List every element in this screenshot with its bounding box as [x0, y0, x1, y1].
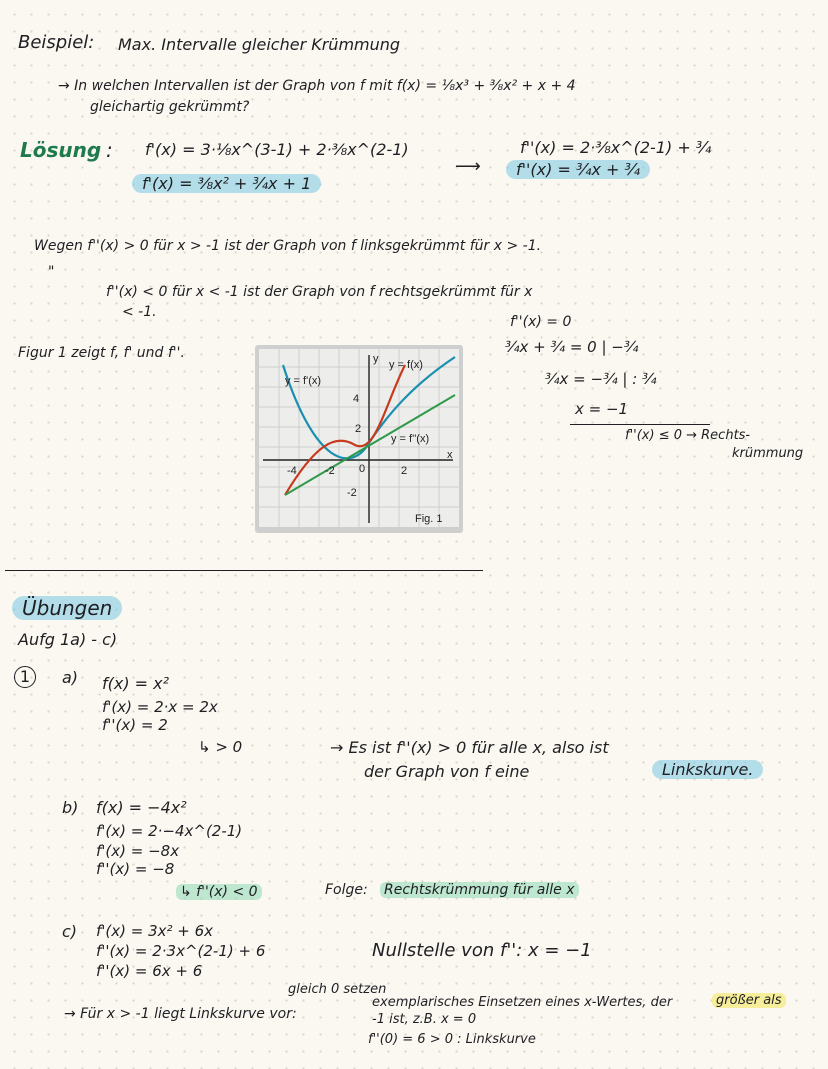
c-nullstelle: Nullstelle von f'': x = −1 — [372, 940, 592, 961]
b-line-3: f'(x) = −8x — [96, 842, 180, 860]
ditto-mark: " — [48, 264, 55, 280]
figure-note: Figur 1 zeigt f, f' und f''. — [18, 345, 185, 361]
exercise-a-label: a) — [62, 668, 79, 687]
example-title: Max. Intervalle gleicher Krümmung — [118, 35, 401, 54]
explanation-line-1: Wegen f''(x) > 0 für x > -1 ist der Graph von f linksgekrümmt für x > -1. — [34, 238, 542, 254]
second-derivative-result: f''(x) = ¾x + ¾ — [506, 160, 650, 179]
b-line-2: f'(x) = 2·−4x^(2-1) — [96, 822, 243, 840]
question-text-cont: gleichartig gekrümmt? — [90, 99, 250, 115]
function-graph — [255, 345, 463, 533]
tick-y-2: 2 — [355, 423, 362, 435]
a-line-1: f(x) = x² — [102, 674, 170, 693]
c-example-line-2: -1 ist, z.B. x = 0 — [372, 1012, 477, 1027]
tick-origin: 0 — [359, 463, 366, 475]
example-label: Beispiel: — [18, 32, 95, 53]
question-text: → In welchen Intervallen ist der Graph von f mit f(x) = ⅛x³ + ⅜x² + x + 4 — [58, 78, 576, 94]
exercise-c-label: c) — [62, 922, 78, 941]
c-result: → Für x > -1 liegt Linkskurve vor: — [64, 1006, 297, 1022]
b-conclusion-folge: Folge: — [325, 882, 368, 898]
calc-line-6: krümmung — [732, 446, 804, 461]
label-fprime: y = f'(x) — [285, 375, 322, 387]
axis-y-label: y — [373, 353, 379, 365]
c-example-line-1: exemplarisches Einsetzen eines x-Wertes, der — [372, 995, 673, 1010]
exercise-number: 1 — [14, 666, 36, 688]
b-line-4: f''(x) = −8 — [96, 860, 175, 878]
implies-arrow: ⟶ — [455, 156, 481, 177]
calc-line-4: x = −1 — [575, 400, 629, 418]
tick-x-neg2: -2 — [325, 465, 335, 477]
figure-caption: Fig. 1 — [415, 513, 443, 525]
calc-line-5: f''(x) ≤ 0 → Rechts- — [625, 428, 751, 443]
a-conclusion-2: der Graph von f eine — [364, 762, 530, 781]
first-derivative-expanded: f'(x) = 3·⅛x^(3-1) + 2·⅜x^(2-1) — [145, 140, 409, 159]
b-line-5: ↳ f''(x) < 0 — [176, 884, 262, 900]
c-line-1: f'(x) = 3x² + 6x — [96, 922, 214, 940]
a-line-3: f''(x) = 2 — [102, 716, 168, 734]
c-gleich-null: gleich 0 setzen — [288, 982, 387, 997]
a-conclusion-1: → Es ist f''(x) > 0 für alle x, also ist — [330, 738, 609, 757]
calc-line-1: f''(x) = 0 — [510, 314, 572, 330]
tick-y-neg2: -2 — [347, 487, 357, 499]
solution-label: Lösung — [20, 138, 102, 162]
exercises-heading: Übungen — [12, 596, 122, 620]
exercise-b-label: b) — [62, 798, 79, 817]
calc-line-3: ¾x = −¾ | : ¾ — [545, 370, 657, 388]
second-derivative-expanded: f''(x) = 2·⅜x^(2-1) + ¾ — [520, 138, 712, 157]
c-line-2: f''(x) = 2·3x^(2-1) + 6 — [96, 942, 266, 960]
tick-y-4: 4 — [353, 393, 360, 405]
figure-photo — [255, 345, 463, 533]
a-line-2: f'(x) = 2·x = 2x — [102, 698, 218, 716]
c-line-3: f''(x) = 6x + 6 — [96, 962, 203, 980]
label-fpp: y = f''(x) — [391, 433, 430, 445]
section-divider — [5, 570, 483, 571]
first-derivative-result: f'(x) = ⅜x² + ¾x + 1 — [132, 174, 321, 193]
c-example-highlight: größer als — [712, 993, 786, 1008]
b-conclusion-text: Rechtskrümmung für alle x — [380, 882, 579, 898]
tick-x-2: 2 — [401, 465, 408, 477]
c-example-line-3: f''(0) = 6 > 0 : Linkskurve — [368, 1032, 536, 1047]
a-conclusion-linkskurve: Linkskurve. — [652, 760, 763, 779]
solution-colon: : — [106, 138, 113, 162]
a-line-4: ↳ > 0 — [198, 738, 243, 756]
explanation-line-2-cont: < -1. — [122, 304, 157, 320]
calc-divider — [570, 424, 710, 425]
axis-x-label: x — [447, 449, 453, 461]
explanation-line-2: f''(x) < 0 für x < -1 ist der Graph von f rechtsgekrümmt für x — [106, 284, 533, 300]
b-line-1: f(x) = −4x² — [96, 798, 187, 817]
tick-x-neg4: -4 — [287, 465, 297, 477]
label-f: y = f(x) — [389, 359, 423, 371]
calc-line-2: ¾x + ¾ = 0 | −¾ — [505, 338, 639, 356]
exercise-task: Aufg 1a) - c) — [18, 630, 118, 649]
